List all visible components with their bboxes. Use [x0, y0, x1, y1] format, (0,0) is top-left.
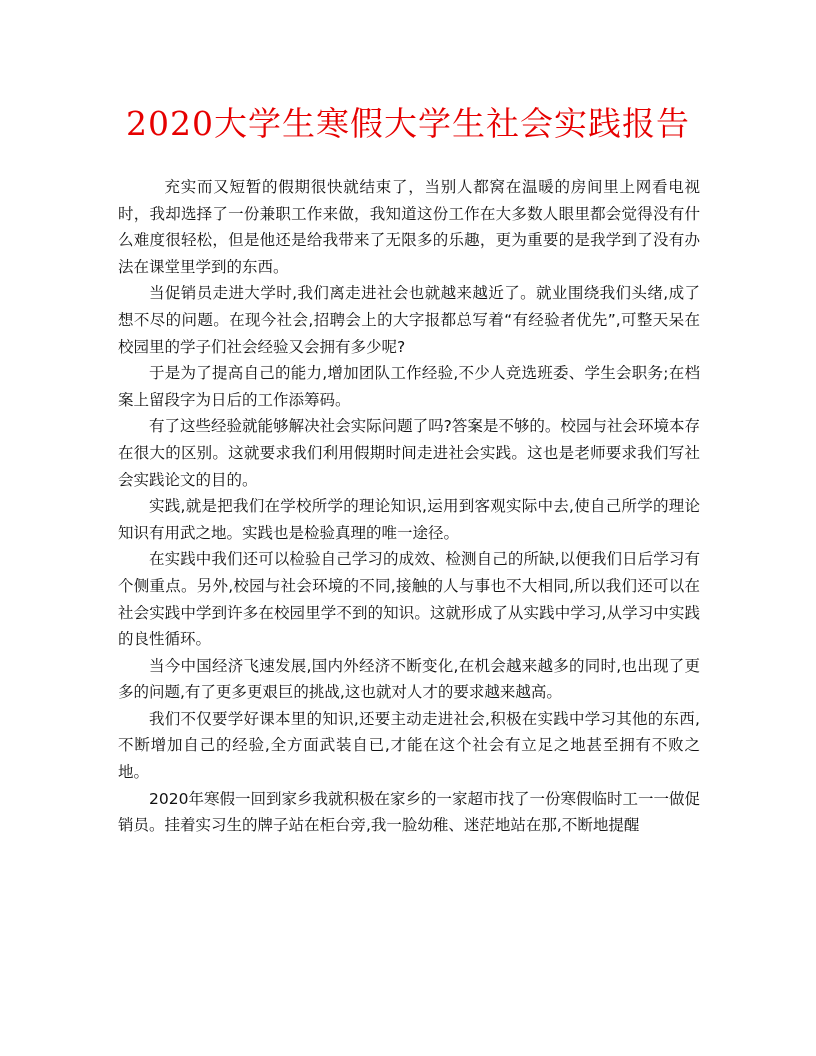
paragraph: 有了这些经验就能够解决社会实际问题了吗?答案是不够的。校园与社会环境本存在很大的区别。这就要求我们利用假期时间走进社会实践。这也是老师要求我们写社会实践论文的目的。 [118, 417, 700, 489]
paragraph: 2020年寒假一回到家乡我就积极在家乡的一家超市找了一份寒假临时工一一做促销员。挂着实习生的牌子站在柜台旁,我一脸幼稚、迷茫地站在那,不断地提醒 [118, 789, 700, 835]
paragraph: 于是为了提高自己的能力,增加团队工作经验,不少人竞选班委、学生会职务;在档案上留段字为日后的工作添筹码。 [118, 364, 700, 409]
document-title: 2020大学生寒假大学生社会实践报告 [126, 104, 690, 143]
document-body [118, 174, 700, 839]
paragraph: 我们不仅要学好课本里的知识,还要主动走进社会,积极在实践中学习其他的东西,不断增加自己的经验,全方面武装自已,才能在这个社会有立足之地甚至拥有不败之地。 [118, 709, 700, 782]
paragraph: 在实践中我们还可以检验自己学习的成效、检测自己的所缺,以便我们日后学习有个侧重点。另外,校园与社会环境的不同,接触的人与事也不大相同,所以我们还可以在社会实践中学到许多在校园里学不到的知识。这就形成了从实践中学习,从学习中实践的良性循环。 [118, 550, 700, 649]
paragraph: 实践,就是把我们在学校所学的理论知识,运用到客观实际中去,使自己所学的理论知识有用武之地。实践也是检验真理的唯一途径。 [118, 497, 700, 542]
paragraph: 充实而又短暂的假期很快就结束了，当别人都窝在温暖的房间里上网看电视时，我却选择了一份兼职工作来做，我知道这份工作在大多数人眼里都会觉得没有什么难度很轻松，但是他还是给我带来了无限多的乐趣，更为重要的是我学到了没有办法在课堂里学到的东西。 [118, 178, 700, 276]
paragraph: 当今中国经济飞速发展,国内外经济不断变化,在机会越来越多的同时,也出现了更多的问题,有了更多更艰巨的挑战,这也就对人才的要求越来越高。 [118, 656, 700, 702]
paragraph: 当促销员走进大学时,我们离走进社会也就越来越近了。就业围绕我们头绪,成了想不尽的问题。在现今社会,招聘会上的大字报都总写着“有经验者优先”,可整天呆在校园里的学子们社会经验又会拥有多少呢? [118, 284, 700, 356]
